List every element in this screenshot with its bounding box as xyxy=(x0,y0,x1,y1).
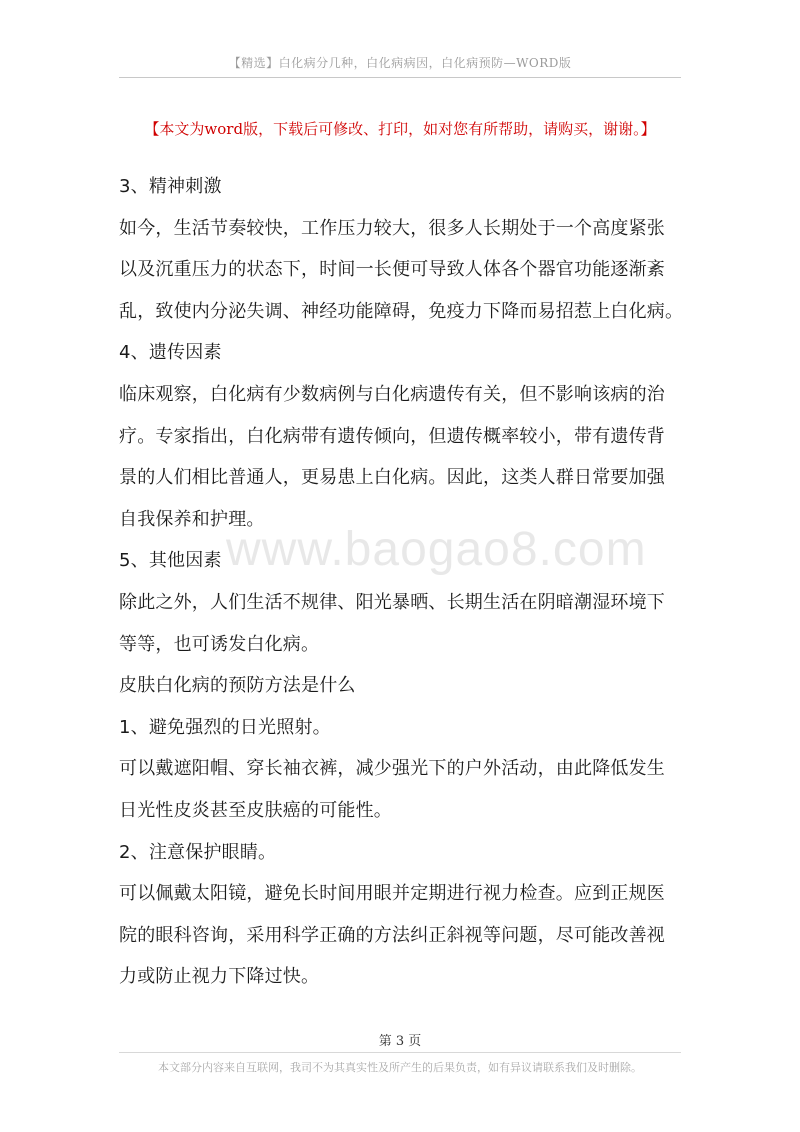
section-heading-genetic-factors: 4、遗传因素 xyxy=(119,342,222,364)
page-footer-disclaimer: 本文部分内容来自互联网，我司不为其真实性及所产生的后果负责，如有异议请联系我们及时删除。 xyxy=(158,1061,642,1074)
paragraph-line: 如今，生活节奏较快，工作压力较大，很多人长期处于一个高度紧张 xyxy=(119,217,665,239)
paragraph-line: 以及沉重压力的状态下，时间一长便可导致人体各个器官功能逐渐紊 xyxy=(119,259,665,281)
section-heading-other-factors: 5、其他因素 xyxy=(119,550,222,572)
page-header: 【精选】白化病分几种，白化病病因，白化病预防—WORD版 xyxy=(228,56,572,70)
list-heading-avoid-sunlight: 1、避免强烈的日光照射。 xyxy=(119,716,331,738)
paragraph-line: 院的眼科咨询，采用科学正确的方法纠正斜视等问题，尽可能改善视 xyxy=(119,924,665,946)
header-divider xyxy=(119,77,681,78)
paragraph-line: 日光性皮炎甚至皮肤癌的可能性。 xyxy=(119,799,392,821)
list-heading-protect-eyes: 2、注意保护眼睛。 xyxy=(119,841,277,863)
paragraph-line: 景的人们相比普通人，更易患上白化病。因此，这类人群日常要加强 xyxy=(119,467,665,489)
paragraph-line: 可以佩戴太阳镜，避免长时间用眼并定期进行视力检查。应到正规医 xyxy=(119,883,665,905)
download-notice: 【本文为word版，下载后可修改、打印，如对您有所帮助，请购买，谢谢。】 xyxy=(144,120,656,138)
footer-divider xyxy=(119,1052,681,1053)
section-heading-prevention: 皮肤白化病的预防方法是什么 xyxy=(119,675,356,697)
section-heading-mental-stimulation: 3、精神刺激 xyxy=(119,176,222,197)
document-body xyxy=(119,166,685,998)
paragraph-line: 疗。专家指出，白化病带有遗传倾向，但遗传概率较小，带有遗传背 xyxy=(119,425,665,447)
page-number: 第 3 页 xyxy=(378,1034,422,1049)
site-watermark: www.baogao8.com xyxy=(226,523,647,576)
paragraph-line: 等等，也可诱发白化病。 xyxy=(119,633,320,655)
paragraph-line: 可以戴遮阳帽、穿长袖衣裤，减少强光下的户外活动，由此降低发生 xyxy=(119,758,665,780)
paragraph-line: 乱，致使内分泌失调、神经功能障碍，免疫力下降而易招惹上白化病。 xyxy=(119,300,684,322)
paragraph-line: 除此之外，人们生活不规律、阳光暴晒、长期生活在阴暗潮湿环境下 xyxy=(119,591,665,613)
paragraph-line: 力或防止视力下降过快。 xyxy=(119,966,320,988)
paragraph-line: 自我保养和护理。 xyxy=(119,508,265,530)
paragraph-line: 临床观察，白化病有少数病例与白化病遗传有关，但不影响该病的治 xyxy=(119,383,665,405)
